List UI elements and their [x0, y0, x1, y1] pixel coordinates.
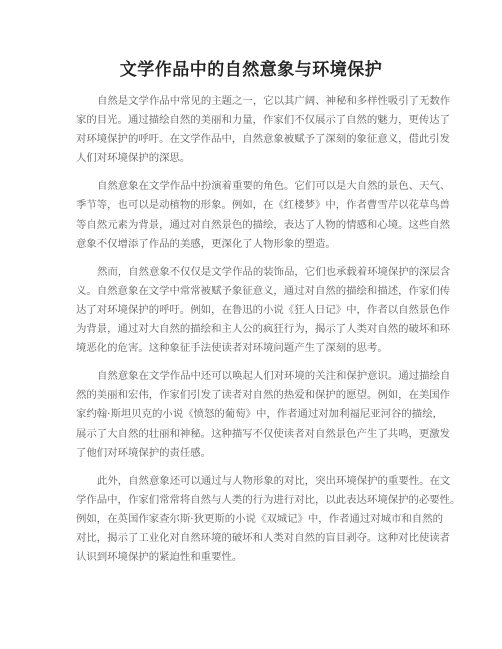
paragraph-line: 季节等，也可以是动植物的形象。例如，在《红楼梦》中，作者曹雪芹以花草鸟兽: [76, 199, 451, 212]
paragraph-line: 此外，自然意象还可以通过与人物形象的对比，突出环境保护的重要性。在文: [97, 474, 451, 487]
paragraph-line: 家的目光。通过描绘自然的美丽和力量，作家们不仅展示了自然的魅力，更传达了: [76, 114, 451, 127]
paragraph-line: 学作品中，作家们常常将自然与人类的行为进行对比，以此表达环境保护的必要性。: [76, 493, 461, 506]
paragraph-line: 展示了大自然的壮丽和神秘。这种描写不仅使读者对自然景色产生了共鸣，更激发: [76, 427, 451, 440]
paragraph-line: 认识到环境保护的紧迫性和重要性。: [76, 551, 243, 564]
paragraph-4: [76, 367, 451, 462]
paragraph-line: 等自然元素为背景，通过对自然景色的描绘，表达了人物的情感和心境。这些自然: [76, 218, 451, 231]
document-body: [76, 92, 461, 576]
paragraph-line: 意象不仅增添了作品的美感，更深化了人物形象的塑造。: [76, 237, 336, 250]
paragraph-line: 家约翰·斯坦贝克的小说《愤怒的葡萄》中，作者通过对加利福尼亚河谷的描绘，: [76, 408, 443, 421]
paragraph-line: 达了对环境保护的呼吁。例如，在鲁迅的小说《狂人日记》中，作者以自然景色作: [76, 303, 451, 316]
paragraph-line: 人们对环境保护的深思。: [76, 152, 191, 165]
paragraph-line: 境恶化的危害。这种象征手法使读者对环境问题产生了深刻的思考。: [76, 342, 388, 355]
paragraph-2: [76, 177, 451, 253]
paragraph-line: 了他们对环境保护的责任感。: [76, 446, 212, 459]
paragraph-line: 然的美丽和宏伟，作家们引发了读者对自然的热爱和保护的愿望。例如，在美国作: [76, 389, 451, 402]
paragraph-1: [76, 92, 451, 168]
paragraph-5: [76, 472, 461, 567]
paragraph-line: 对环境保护的呼吁。在文学作品中，自然意象被赋予了深刻的象征意义，借此引发: [76, 133, 451, 146]
paragraph-line: 例如，在英国作家查尔斯·狄更斯的小说《双城记》中，作者通过对城市和自然的: [76, 512, 443, 525]
paragraph-line: 对比，揭示了工业化对自然环境的破坏和人类对自然的盲目剥夺。这种对比使读者: [76, 531, 451, 544]
paragraph-3: [76, 263, 451, 358]
paragraph-line: 义。自然意象在文学中常常被赋予象征意义，通过对自然的描绘和描述，作家们传: [76, 284, 451, 297]
paragraph-line: 自然意象在文学作品中还可以唤起人们对环境的关注和保护意识。通过描绘自: [97, 370, 451, 383]
paragraph-line: 自然意象在文学作品中扮演着重要的角色。它们可以是大自然的景色、天气、: [97, 180, 451, 193]
paragraph-line: 自然是文学作品中常见的主题之一，它以其广阔、神秘和多样性吸引了无数作: [97, 95, 451, 107]
paragraph-line: 然而，自然意象不仅仅是文学作品的装饰品，它们也承载着环境保护的深层含: [97, 265, 451, 278]
document-title: 文学作品中的自然意象与环境保护: [119, 60, 383, 80]
paragraph-line: 为背景，通过对大自然的描绘和主人公的疯狂行为，揭示了人类对自然的破坏和环: [76, 323, 451, 336]
